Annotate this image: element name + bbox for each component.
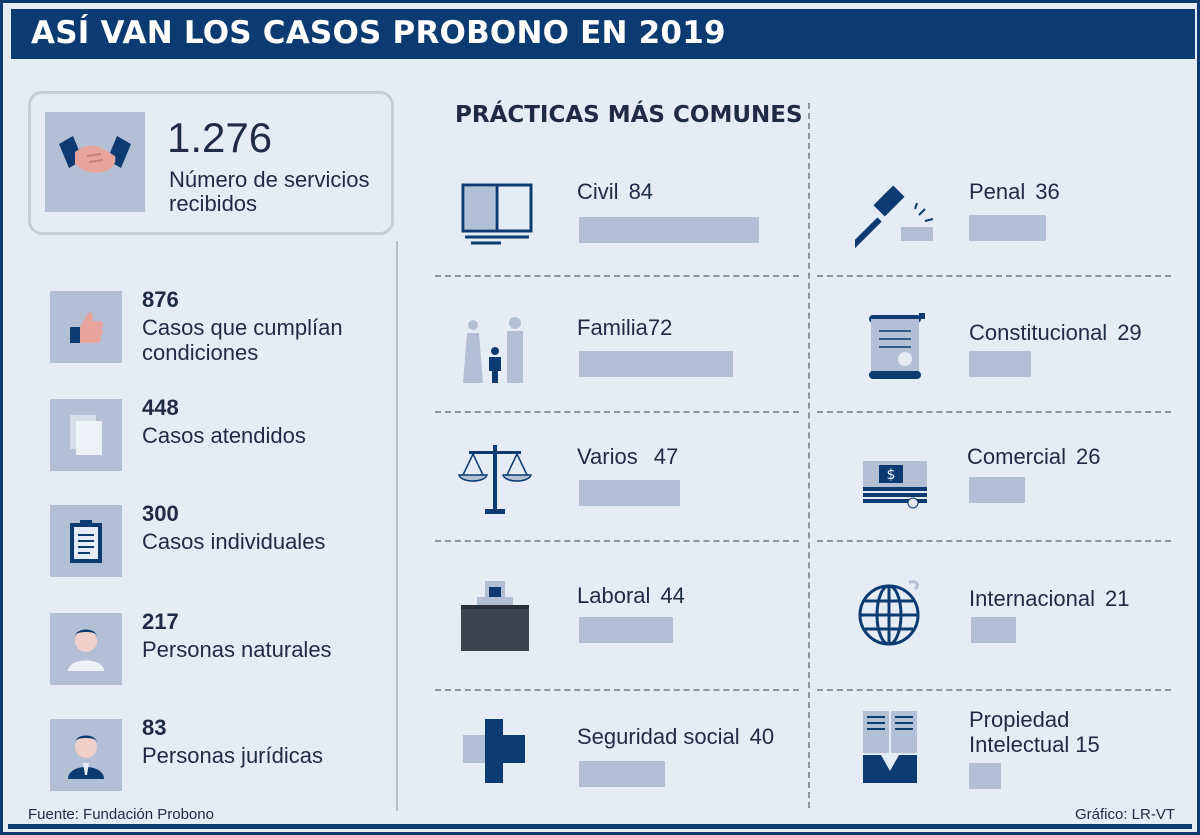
documents-icon bbox=[50, 399, 122, 471]
stat-label: Personas jurídicas bbox=[142, 743, 323, 768]
summary-label: Número de servicios recibidos bbox=[169, 167, 370, 216]
handshake-icon bbox=[45, 112, 145, 212]
practice-value: 15 bbox=[1075, 732, 1100, 757]
practice-label bbox=[969, 179, 1060, 205]
practice-name-text: Laboral bbox=[577, 583, 651, 608]
practice-value: 26 bbox=[1076, 444, 1101, 469]
page-title: ASÍ VAN LOS CASOS PROBONO EN 2019 bbox=[31, 15, 726, 51]
practice-label bbox=[577, 444, 678, 470]
stat-value: 448 bbox=[142, 395, 179, 420]
practice-value: 40 bbox=[749, 724, 775, 749]
summary-value: 1.276 bbox=[167, 114, 273, 161]
stat-label: Casos que cumplían condiciones bbox=[142, 315, 343, 365]
bar-constitucional bbox=[969, 351, 1031, 377]
globe-icon bbox=[855, 575, 935, 655]
stat-value: 876 bbox=[142, 287, 179, 312]
stat-value: 300 bbox=[142, 501, 179, 526]
stat-label: Casos atendidos bbox=[142, 423, 306, 448]
practice-name-text: Familia bbox=[577, 315, 648, 340]
chart-divider bbox=[435, 275, 799, 277]
stat-label: Personas naturales bbox=[142, 637, 332, 662]
bar-varios bbox=[579, 480, 680, 506]
chart-divider bbox=[435, 689, 799, 691]
svg-text:$: $ bbox=[886, 467, 896, 483]
practice-value: 72 bbox=[647, 315, 673, 340]
practice-label bbox=[969, 707, 1139, 757]
practice-name-text: Penal bbox=[969, 179, 1026, 204]
practice-label bbox=[969, 586, 1129, 612]
practice-name-text: Civil bbox=[577, 179, 619, 204]
money-icon bbox=[859, 451, 939, 531]
summary-card bbox=[28, 91, 394, 235]
family-icon bbox=[459, 313, 539, 393]
intellectual-property-icon bbox=[859, 707, 939, 787]
scroll-icon bbox=[859, 309, 939, 389]
bar-familia bbox=[579, 351, 733, 377]
scales-icon bbox=[455, 437, 535, 517]
practice-name-text: Comercial bbox=[967, 444, 1067, 469]
practice-value: 29 bbox=[1117, 320, 1142, 345]
businessman-icon bbox=[50, 719, 122, 791]
chart-divider-vertical bbox=[808, 103, 810, 808]
chart-divider bbox=[817, 411, 1171, 413]
chart-divider bbox=[817, 540, 1171, 542]
chart-divider bbox=[817, 689, 1171, 691]
practice-name-text: Varios bbox=[577, 444, 638, 469]
practice-name-text: Internacional bbox=[969, 586, 1095, 611]
thumbs-up-icon bbox=[50, 291, 122, 363]
bar-internacional bbox=[971, 617, 1016, 643]
bar-comercial bbox=[969, 477, 1025, 503]
practice-name-text: Constitucional bbox=[969, 320, 1108, 345]
bar-propiedad-intelectual bbox=[969, 763, 1001, 789]
practice-label bbox=[967, 444, 1101, 470]
chart-divider bbox=[817, 275, 1171, 277]
credit-note: Gráfico: LR-VT bbox=[1074, 806, 1175, 823]
bar-laboral bbox=[579, 617, 673, 643]
practice-label bbox=[577, 315, 672, 341]
practice-value: 47 bbox=[653, 444, 679, 469]
chart-title: PRÁCTICAS MÁS COMUNES bbox=[455, 102, 803, 128]
practice-label bbox=[577, 724, 774, 750]
briefcase-icon bbox=[459, 577, 539, 657]
source-note: Fuente: Fundación Probono bbox=[28, 806, 214, 823]
practice-value: 84 bbox=[628, 179, 654, 204]
practice-label bbox=[577, 179, 653, 205]
stat-value: 83 bbox=[142, 715, 167, 740]
practice-label bbox=[577, 583, 685, 609]
bottom-rule bbox=[8, 824, 1192, 829]
book-icon bbox=[459, 175, 539, 255]
practice-value: 21 bbox=[1104, 586, 1130, 611]
practice-value: 36 bbox=[1035, 179, 1060, 204]
chart-divider bbox=[435, 411, 799, 413]
bar-penal bbox=[969, 215, 1046, 241]
practice-name-text: Propiedad Intelectual bbox=[969, 707, 1070, 757]
gavel-icon bbox=[855, 179, 935, 259]
medical-cross-icon bbox=[459, 715, 539, 795]
practice-label bbox=[969, 320, 1142, 346]
practice-name-text: Seguridad social bbox=[577, 724, 740, 749]
chart-divider bbox=[435, 540, 799, 542]
stat-value: 217 bbox=[142, 609, 179, 634]
bar-civil bbox=[579, 217, 759, 243]
bar-seguridad-social bbox=[579, 761, 665, 787]
clipboard-icon bbox=[50, 505, 122, 577]
stat-label: Casos individuales bbox=[142, 529, 326, 554]
header-banner bbox=[11, 9, 1195, 59]
person-icon bbox=[50, 613, 122, 685]
practice-value: 44 bbox=[660, 583, 685, 608]
